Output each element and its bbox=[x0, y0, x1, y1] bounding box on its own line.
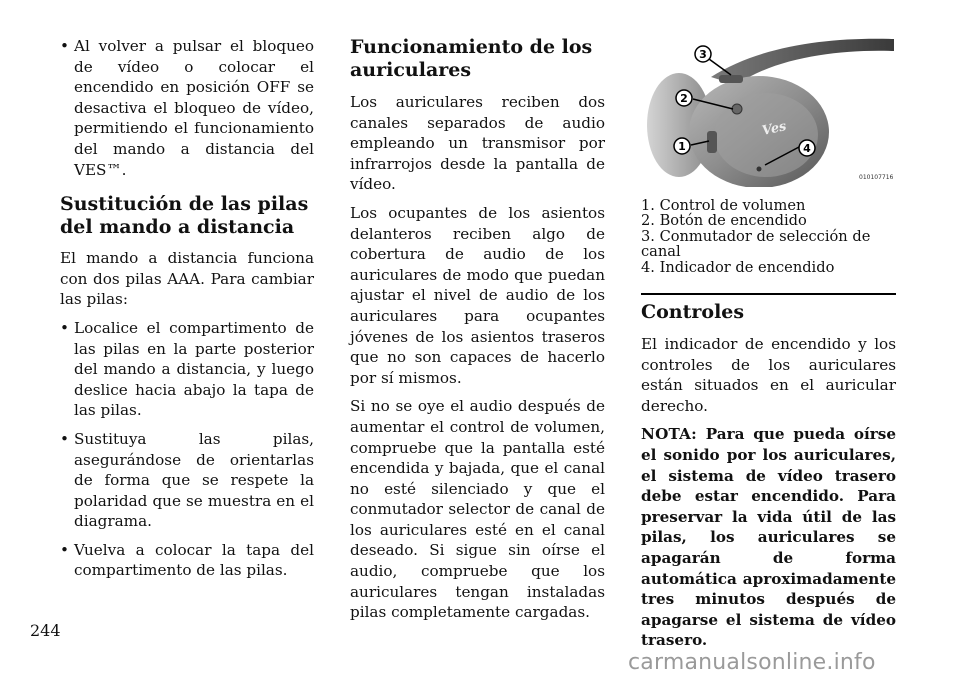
figure-code: 010107716 bbox=[859, 174, 894, 181]
paragraph: El indicador de encendido y los controles de los auriculares están situados en el auricular derecho. bbox=[641, 335, 896, 415]
list-item: • Sustituya las pilas, asegurándose de orientarlas de forma que se respete la polaridad que se muestra en el diagrama. bbox=[60, 429, 314, 532]
watermark: carmanualsonline.info bbox=[628, 650, 876, 675]
list-item: • Al volver a pulsar el bloqueo de vídeo o colocar el encendido en posición OFF se desactiva el bloqueo de vídeo, permitiendo el funcionamiento del mando a distancia del VES™. bbox=[60, 36, 314, 180]
svg-text:2: 2 bbox=[680, 92, 688, 105]
column-middle bbox=[350, 0, 605, 623]
intro-paragraph: El mando a distancia funciona con dos pilas AAA. Para cambiar las pilas: bbox=[60, 249, 314, 309]
caption-line: 3. Conmutador de selección de canal bbox=[641, 227, 871, 261]
paragraph: Los auriculares reciben dos canales separados de audio empleando un transmisor por infrarrojos desde la pantalla de vídeo. bbox=[350, 93, 605, 194]
caption-line: 2. Botón de encendido bbox=[641, 212, 807, 230]
figure-caption bbox=[641, 198, 896, 275]
bullet-list-steps bbox=[60, 318, 314, 581]
list-item: • Vuelva a colocar la tapa del compartimento de las pilas. bbox=[60, 540, 314, 581]
svg-text:3: 3 bbox=[699, 48, 707, 61]
caption-divider bbox=[641, 293, 896, 295]
note-text: Para que pueda oírse el sonido por los auriculares, el sistema de vídeo trasero debe estar encendido. Para preservar la vida útil de las pilas, los auriculares se apagarán de forma automática aproximadamente tres minutos después de apagarse el sistema de vídeo trasero. bbox=[641, 425, 896, 650]
brand-logo-text: Ves bbox=[760, 119, 788, 139]
column-right bbox=[641, 0, 896, 651]
note-paragraph bbox=[641, 424, 896, 651]
column-left bbox=[60, 0, 314, 581]
section-heading-controles: Controles bbox=[641, 301, 745, 324]
paragraph: Si no se oye el audio después de aumentar el control de volumen, compruebe que la pantalla esté encendida y bajada, que el canal no esté silenciado y que el conmutador selector de canal de los auriculares esté en el canal deseado. Si sigue sin oírse el audio, compruebe que los auriculares tengan instaladas pilas completamente cargadas. bbox=[350, 397, 605, 622]
section-heading-pilas: Sustitución de las pilas del mando a distancia bbox=[60, 193, 309, 239]
note-label: NOTA: bbox=[641, 425, 697, 444]
svg-text:1: 1 bbox=[678, 140, 686, 153]
section-heading-auriculares: Funcionamiento de los auriculares bbox=[350, 36, 593, 81]
page-number: 244 bbox=[30, 621, 61, 640]
caption-line: 4. Indicador de encendido bbox=[641, 258, 835, 276]
caption-line: 1. Control de volumen bbox=[641, 197, 806, 214]
svg-text:4: 4 bbox=[803, 142, 811, 155]
paragraph: Los ocupantes de los asientos delanteros reciben algo de cobertura de audio de los auriculares de modo que puedan ajustar el nivel de audio de los auriculares para ocupantes jóvenes de los asientos traseros que no son capaces de hacerlo por sí mismos. bbox=[350, 203, 605, 387]
bullet-list-top bbox=[60, 36, 314, 180]
list-item: • Localice el compartimento de las pilas en la parte posterior del mando a distancia, y luego deslice hacia abajo la tapa de las pilas. bbox=[60, 318, 314, 421]
